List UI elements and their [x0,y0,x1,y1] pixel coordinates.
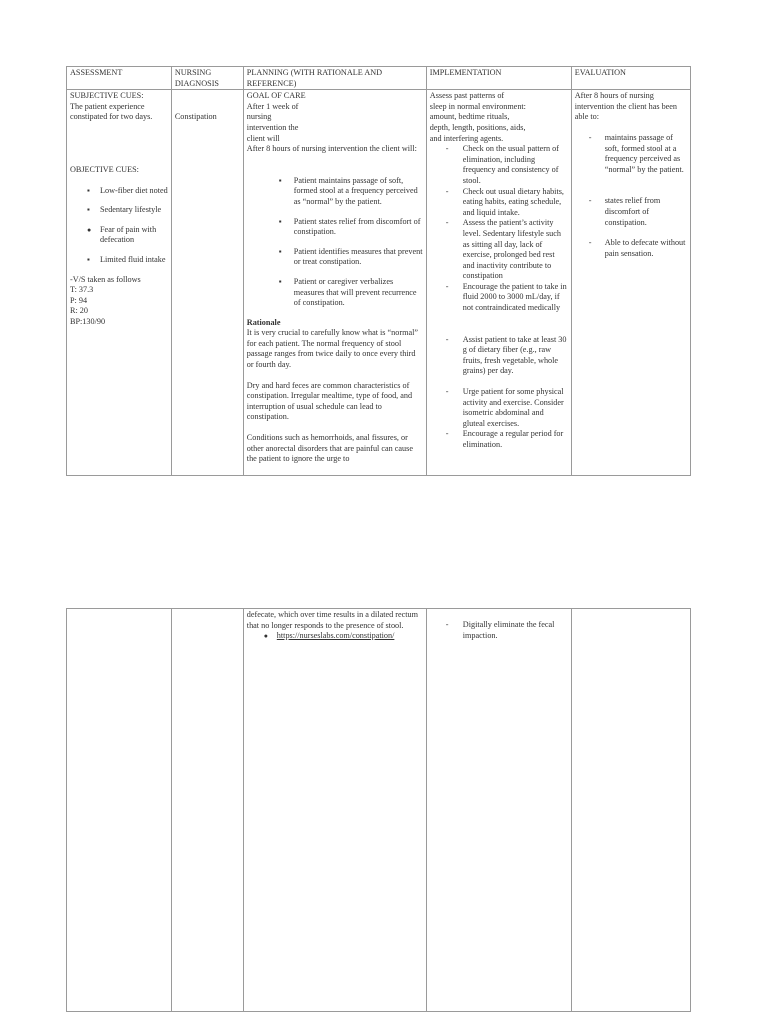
subjective-cues-title: SUBJECTIVE CUES: [70,91,144,101]
list-item: - maintains passage of soft, formed stool at a frequency perceived as “normal” by the patient. [575,133,687,175]
subjective-cues-text: The patient experience constipated for two days. [70,101,153,122]
vital-pulse: P: 94 [70,295,88,305]
header-assessment: ASSESSMENT [67,67,172,90]
list-item: - Check on the usual pattern of elimination, including frequency and consistency of stool. [430,144,568,186]
list-item: ▪ Patient or caregiver verbalizes measures that will prevent recurrence of constipation. [247,277,423,309]
implementation-intro-line: depth, length, positions, aids, [429,122,526,132]
list-item: ▪ Limited fluid intake [70,255,168,266]
reference-list [247,631,423,642]
diagnosis-cell-continued [171,609,243,1012]
list-item: - Assess the patient’s activity level. Sedentary lifestyle such as sitting all day, lack of exercise, prolonged bed rest and inactivity contribute to constipation [430,218,568,282]
evaluation-cell-continued [571,609,690,1012]
list-item: - states relief from discomfort of constipation. [575,196,687,228]
list-item: ▪ Sedentary lifestyle [70,205,168,216]
evaluation-list [575,133,687,259]
list-item: - Encourage the patient to take in fluid 2000 to 3000 mL/day, if not contraindicated medically [430,282,568,314]
implementation-intro-line: sleep in normal environment: [429,101,526,111]
header-planning: PLANNING (WITH RATIONALE AND REFERENCE) [243,67,426,90]
goal-line: nursing [246,112,272,122]
rationale-continued-text: defecate, which over time results in a dilated rectum that no longer responds to the presence of stool. [246,610,418,630]
list-item [70,225,168,246]
vital-temperature: T: 37.3 [70,285,94,295]
list-item: - Able to defecate without pain sensation. [575,238,687,259]
assessment-cell-continued [67,609,172,1012]
list-item: - Assist patient to take at least 30 g of dietary fiber (e.g., raw fruits, fresh vegetable, whole grains) per day. [430,335,568,377]
header-nursing-diagnosis: NURSING DIAGNOSIS [171,67,243,90]
vital-blood-pressure: BP:130/90 [70,316,106,326]
list-item: ▪ Low-fiber diet noted [70,186,168,197]
vital-respiration: R: 20 [70,306,88,316]
evaluation-cell [571,90,690,476]
vital-signs-intro: -V/S taken as follows [70,274,141,284]
list-item: ▪ Patient identifies measures that prevent or treat constipation. [247,247,423,268]
rationale-paragraph: It is very crucial to carefully know what is “normal” for each patient. The normal frequency of stool passage ranges from twice daily to once every third or fourth day. [246,328,418,370]
goal-line: client will [246,133,280,143]
header-evaluation: EVALUATION [571,67,690,90]
nursing-care-plan-table [66,66,691,476]
evaluation-intro: After 8 hours of nursing intervention the client has been able to: [574,91,678,122]
document-page-2 [0,560,768,1024]
goal-line: intervention the [246,122,299,132]
goal-of-care-title: GOAL OF CARE [246,91,306,101]
planning-cell [243,90,426,476]
rationale-paragraph: Dry and hard feces are common characteristics of constipation. Irregular mealtime, type of food, and interruption of usual schedule can lead to constipation. [246,380,413,422]
objective-cues-title: OBJECTIVE CUES: [70,164,139,174]
implementation-intro-line: Assess past patterns of [429,91,505,101]
list-item [247,631,423,642]
list-item: - Check out usual dietary habits, eating habits, eating schedule, and liquid intake. [430,187,568,219]
list-item: - Urge patient for some physical activity and exercise. Consider isometric abdominal and gluteal exercises. [430,387,568,429]
assessment-cell [67,90,172,476]
table-header-row [67,67,691,90]
implementation-cell-continued [426,609,571,1012]
goal-line: After 1 week of [246,101,299,111]
header-implementation: IMPLEMENTATION [426,67,571,90]
rationale-title: Rationale [246,317,281,327]
list-item: - Encourage a regular period for elimination. [430,429,568,450]
table-body-row [67,609,691,1012]
nursing-care-plan-table-continued [66,608,691,1012]
diagnosis-text: Constipation [174,112,217,122]
rationale-paragraph: Conditions such as hemorrhoids, anal fissures, or other anorectal disorders that are painful can cause the patient to ignore the urge to [246,433,413,464]
planning-cell-continued [243,609,426,1012]
list-item: ▪ Patient states relief from discomfort of constipation. [247,217,423,238]
list-item: ▪ Patient maintains passage of soft, formed stool at a frequency perceived as “normal” by the patient. [247,176,423,208]
list-item-text: Fear of pain with defecation [100,224,157,245]
interventions-list [430,144,568,450]
table-body-row [67,90,691,476]
expected-outcomes-list [247,176,423,309]
implementation-intro-line: amount, bedtime rituals, [429,112,510,122]
implementation-intro-line: and interfering agents. [429,133,504,143]
reference-link[interactable]: https://nurseslabs.com/constipation/ [276,631,395,641]
diagnosis-cell [171,90,243,476]
goal-after-hours: After 8 hours of nursing intervention the client will: [246,144,417,154]
list-item: - Digitally eliminate the fecal impaction. [430,620,568,641]
objective-cues-list [70,186,168,266]
implementation-cell [426,90,571,476]
interventions-list-continued [430,620,568,641]
